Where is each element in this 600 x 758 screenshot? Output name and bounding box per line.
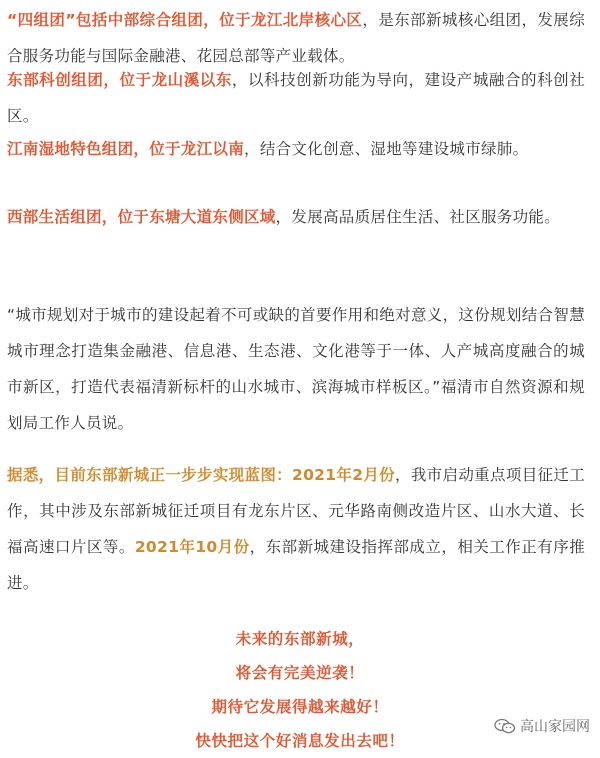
quote-text: “城市规划对于城市的建设起着不可或缺的首要作用和绝对意义，这份规划结合智慧城市理念打造集金融港、信息港、生态港、文化港等于一体、人产城高度融合的城市新区，打造代表福清新标杆的山水城市、滨海城市样板区。”福清市自然资源和规划局工作人员说。: [7, 306, 585, 432]
closing-slogan: [0, 622, 600, 758]
progress-date-1: 2021年2月份: [292, 466, 396, 484]
closing-line: 快快把这个好消息发出去吧！: [195, 732, 405, 750]
closing-line: 期待它发展得越来越好！: [211, 698, 389, 716]
progress-text-1: ，我市启动重点项目征迁工作，其中涉及东部新城征迁项目有龙东片区、元华路南侧改造片区、山水大道、长福高速口片区等。: [7, 466, 585, 556]
living-cluster-highlight: 西部生活组团，位于东塘大道东侧区域: [7, 208, 276, 226]
paragraph-wetland-cluster: [7, 131, 585, 167]
quote-paragraph: [7, 297, 585, 441]
wetland-cluster-text: ，结合文化创意、湿地等建设城市绿肺。: [244, 140, 529, 158]
wetland-cluster-highlight: 江南湿地特色组团，位于龙江以南: [7, 140, 245, 158]
paragraph-tech-cluster: [7, 62, 585, 134]
paragraph-living-cluster: [7, 199, 585, 235]
closing-line: 将会有完美逆袭！: [235, 664, 365, 682]
living-cluster-text: ，发展高品质居住生活、社区服务功能。: [275, 208, 561, 226]
watermark-label: 高山家园网: [520, 719, 590, 735]
progress-paragraph: [7, 457, 585, 601]
progress-text-2: ，东部新城建设指挥部成立，相关工作正有序推进。: [7, 538, 585, 592]
tech-cluster-text: ，以科技创新功能为导向，建设产城融合的科创社区。: [7, 71, 586, 125]
wechat-icon: [494, 718, 516, 734]
closing-line: 未来的东部新城，: [235, 630, 365, 648]
progress-date-2: 2021年10月份: [134, 538, 250, 556]
tech-cluster-highlight: 东部科创组团，位于龙山溪以东: [7, 71, 232, 89]
central-cluster-highlight: “四组团”包括中部综合组团，位于龙江北岸核心区: [7, 11, 363, 29]
progress-lead: 据悉，目前东部新城正一步步实现蓝图：: [7, 466, 293, 484]
central-cluster-text: ，是东部新城核心组团，发展综合服务功能与国际金融港、花园总部等产业载体。: [7, 11, 585, 65]
watermark: [494, 716, 590, 736]
